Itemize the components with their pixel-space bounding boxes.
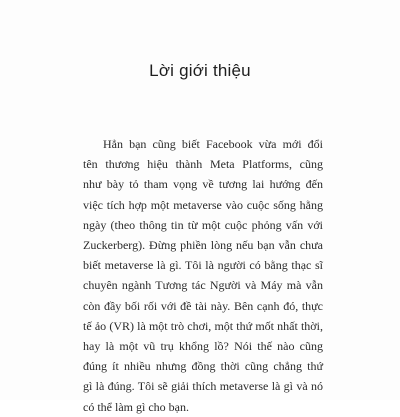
paragraph-line: như bày tỏ tham vọng về tương lai hướng đến (83, 177, 323, 192)
paragraph-line: Hẳn bạn cũng biết Facebook vừa mới đổi (103, 137, 323, 151)
paragraph-line: tế ảo (VR) là một trò chơi, một thứ mốt nhất thời, (83, 318, 323, 333)
paragraph-line: việc tích hợp một metaverse vào cuộc sống hằng (83, 197, 323, 212)
paragraph-line: Zuckerberg). Đừng phiền lòng nếu bạn vẫn chưa (83, 238, 323, 253)
paragraph-line: còn đầy bối rối với đề tài này. Bên cạnh đó, thực (83, 298, 323, 313)
page-title: Lời giới thiệu (149, 61, 251, 80)
paragraph-line: có thể làm gì cho bạn. (83, 399, 189, 414)
paragraph-line: hay là một vũ trụ khổng lồ? Nói thế nào cũng (83, 339, 323, 354)
paragraph-line: biết metaverse là gì. Tôi là người có bằng thạc sĩ (83, 258, 323, 273)
intro-paragraph (83, 134, 323, 417)
paragraph-line: tên thương hiệu thành Meta Platforms, cũng (83, 157, 323, 172)
paragraph-line: gì là đúng. Tôi sẽ giải thích metaverse là gì và nó (83, 379, 323, 394)
paragraph-line: chuyên ngành Tương tác Người và Máy mà vẫn (83, 278, 323, 293)
paragraph-line: đúng ít nhiều nhưng đồng thời cũng chẳng thứ (83, 359, 323, 374)
paragraph-line: ngày (theo thông tin từ một cuộc phỏng vấn với (83, 217, 323, 232)
